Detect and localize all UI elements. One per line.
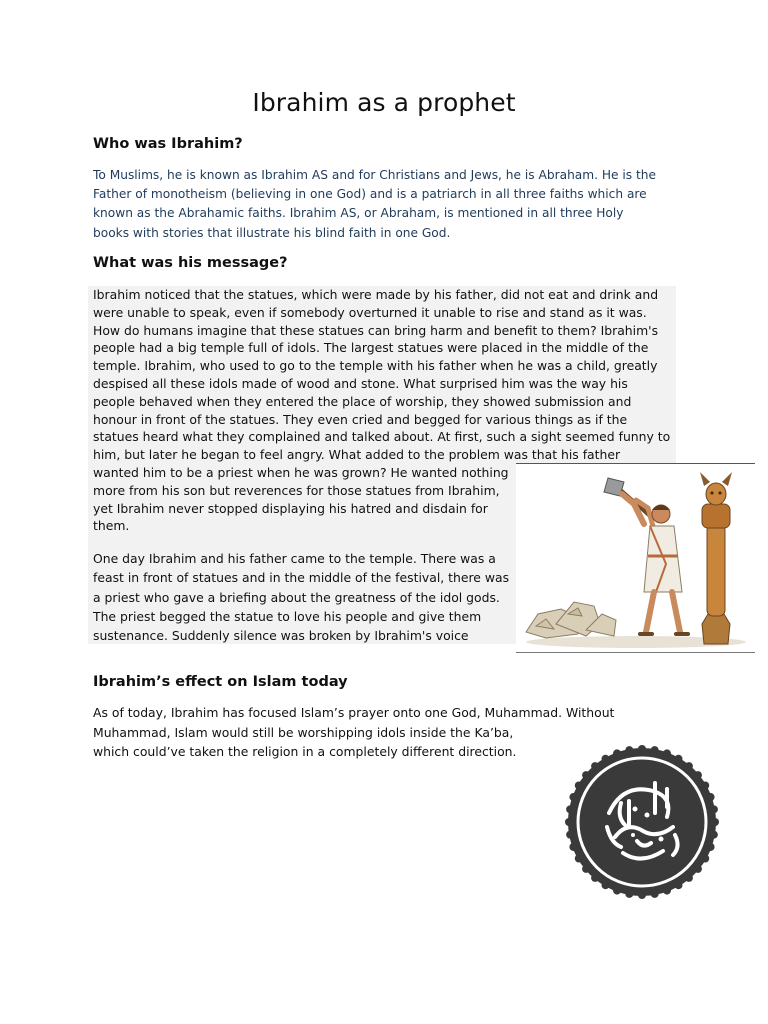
seal-scallop — [625, 890, 633, 898]
seal-scallop — [565, 818, 573, 826]
seal-scallop — [638, 745, 646, 753]
man-breaking-idol-illustration — [516, 463, 755, 653]
seal-scallop — [591, 874, 599, 882]
seal-scallop — [707, 843, 715, 851]
message-paragraph-1: Ibrahim noticed that the statues, which were made by his father, did not eat and drink and were unable to speak, even if somebody overturned it unable to rise and stand as it was. How do humans imagine that these statues can bring harm and benefit to them? Ibrahim's people had a big temple full of idols. The largest statues were placed in the middle of the temple. Ibrahim, who used to go to the temple with his father when he was a child, greatly despised all these idols made of wood and stone. What surprised him was the way his people behaved when they entered the place of worship, they showed submission and honour in front of the statues. They even cried and begged for various things as if the statues heard what they complained and talked about. At first, such a sight seemed funny to him, but later he began to feel angry. What added to the problem was that his father wanted him to be a priest when he was grown? He wanted nothing more from his son but reverences for those statues from Ibrahim, yet Ibrahim never stopped displaying his hatred and disdain for them. — [93, 287, 671, 534]
message-paragraph-2: One day Ibrahim and his father came to the temple. There was a feast in front of statues and in the middle of the festival, there was a priest who gave a briefing about the greatness of the idol gods. The priest begged the statue to love his people and give them sustenance. Suddenly silence was broken by Ibrahim's voice — [93, 551, 510, 644]
seal-scallop — [566, 805, 574, 813]
effect-paragraph: As of today, Ibrahim has focused Islam’s prayer onto one God, Muhammad. Without Muhammad, Islam would still be worshipping idols inside the Ka’ba, which could’ve taken the religion in a completely different direction. — [93, 705, 615, 759]
heading-who-was-ibrahim: Who was Ibrahim? — [93, 136, 243, 152]
heading-message: What was his message? — [93, 255, 288, 271]
seal-scallop — [663, 887, 671, 895]
who-paragraph: To Muslims, he is known as Ibrahim AS and for Christians and Jews, he is Abraham. He is the Father of monotheism (believing in one God) and is a patriarch in all three faiths which are known as the Abrahamic faiths. Ibrahim AS, or Abraham, is mentioned in all three Holy books with stories that illustrate his blind faith in one God. — [93, 168, 657, 240]
seal-scallop — [602, 755, 610, 763]
seal-scallop — [710, 805, 718, 813]
seal-scallop — [625, 746, 633, 754]
seal-scallop — [685, 874, 693, 882]
seal-scallop — [694, 865, 702, 873]
seal-scallop — [582, 865, 590, 873]
page-title: Ibrahim as a prophet — [252, 88, 516, 117]
seal-scallop — [711, 818, 719, 826]
seal-scallop — [566, 831, 574, 839]
seal-scallop — [613, 887, 621, 895]
seal-scallop — [613, 749, 621, 757]
seal-scallop — [663, 749, 671, 757]
seal-scallop — [675, 881, 683, 889]
arabic-calligraphy-seal-icon — [563, 743, 721, 901]
seal-scallop — [685, 762, 693, 770]
seal-scallop — [582, 771, 590, 779]
seal-scallop — [575, 782, 583, 790]
seal-scallop — [575, 855, 583, 863]
seal-scallop — [638, 891, 646, 899]
illustration-svg — [516, 464, 755, 652]
seal-scallop — [569, 793, 577, 801]
seal-scallop — [591, 762, 599, 770]
seal-svg — [563, 743, 721, 901]
seal-scallop — [602, 881, 610, 889]
seal-scallop — [710, 831, 718, 839]
seal-scallop — [675, 755, 683, 763]
seal-scallop — [701, 782, 709, 790]
seal-scallop — [701, 855, 709, 863]
seal-scallop — [707, 793, 715, 801]
seal-scallop — [651, 890, 659, 898]
seal-scallop — [694, 771, 702, 779]
heading-effect-on-islam: Ibrahim’s effect on Islam today — [93, 674, 348, 690]
seal-scallop — [569, 843, 577, 851]
seal-scallop — [651, 746, 659, 754]
